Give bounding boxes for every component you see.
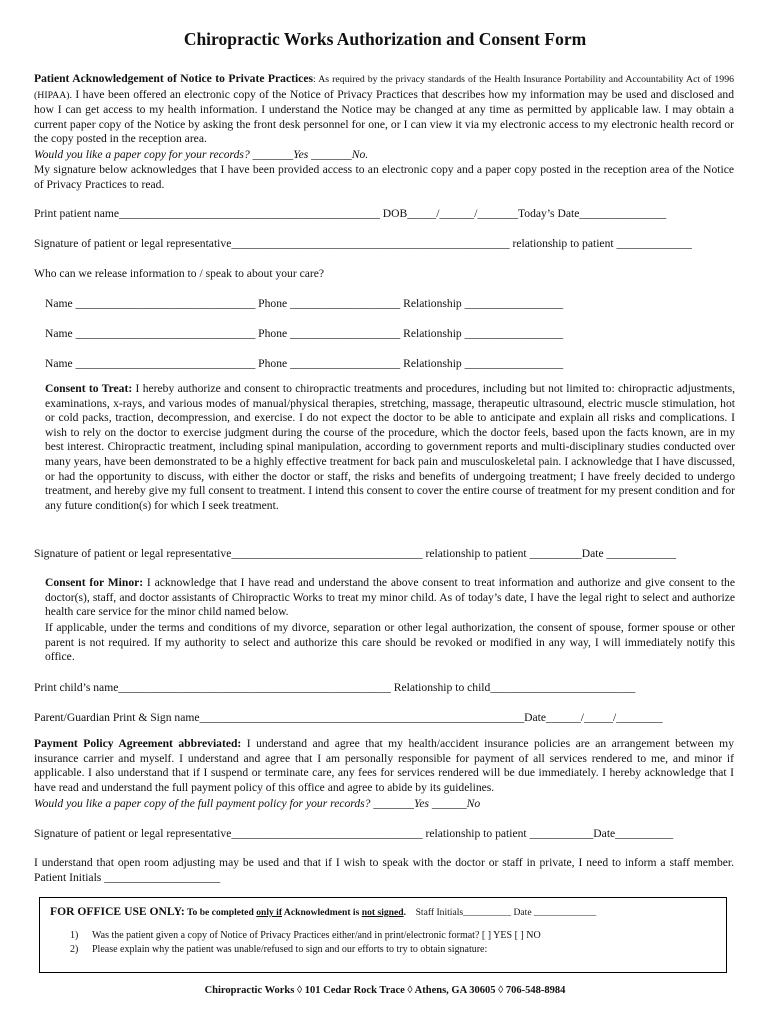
payment-policy-body: I understand and agree that my health/accident insurance policies are an arrangement between my insurance carrier and myself. I understand and agree that I am personally responsible for payment of all services rendered to me, and minor if applicable. I also understand that if I suspend or terminate care, any fees for services rendered will be due immediately. I hereby acknowledge that I have read and understand the full payment policy of this office and agree to abide by its guidelines. [34, 737, 734, 794]
consent-to-treat-heading: Consent to Treat: [45, 382, 133, 395]
print-child-name-line[interactable]: Print child’s name_______________________________________________ Relationship to child_________________________ [34, 681, 636, 694]
signature-notice-line[interactable]: Signature of patient or legal representative________________________________________________ relationship to patient _____________ [34, 237, 692, 250]
consent-minor-heading: Consent for Minor: [45, 576, 144, 589]
office-item[interactable]: 1) Was the patient given a copy of Notice of Privacy Practices either/and in print/electronic format? [ ] YES [ ] NO [70, 930, 541, 941]
open-room-text[interactable]: I understand that open room adjusting may be used and that if I wish to speak with the doctor or staff in private, I need to inform a staff member. Patient Initials ____________________ [34, 856, 734, 884]
office-items-list [70, 929, 541, 956]
consent-to-treat-body: I hereby authorize and consent to chiropractic treatments and procedures, including but not limited to: chiropractic adjustments, examinations, x-rays, and various modes of manual/physical therapies, stretching, massage, therapeutic ultrasound, electric muscle stimulation, hot or cold packs, traction, decompression, and exercise. I do not expect the doctor to be able to anticipate and explain all risks and complications. I wish to rely on the doctor to exercise judgment during the course of the procedure, which the doctor feels, based upon the facts known, are in my best interest. Chiropractic treatment, including spinal manipulation, according to government reports and multi-disciplinary studies conducted over many years, have been demonstrated to be a highly effective treatment for back pain and musculoskeletal pain. I acknowledge that I have discussed, or had the opportunity to discuss, with either the doctor or staff, the risks and benefits of undergoing treatment; I have freely decided to undergo treatment, and hereby give my full consent to treatment. I intend this consent to cover the entire course of treatment for my present condition and for any future condition(s) for which I seek treatment. [45, 382, 735, 512]
payment-policy-section [34, 737, 734, 795]
guardian-sign-line[interactable]: Parent/Guardian Print & Sign name________________________________________________________Date______/_____/________ [34, 711, 663, 724]
payment-copy-question[interactable]: Would you like a paper copy of the full payment policy for your records? _______Yes ______No [34, 797, 481, 810]
office-use-box [39, 897, 727, 973]
office-use-header: FOR OFFICE USE ONLY: To be completed only if Acknowledment is not signed. Staff Initials__________ Date _____________ [50, 905, 597, 918]
paper-copy-question[interactable]: Would you like a paper copy for your records? _______Yes _______No. [34, 148, 369, 161]
consent-minor-section [45, 576, 735, 620]
privacy-notice-body: I have been offered an electronic copy of the Notice of Privacy Practices that describes how my information may be used and disclosed and how I can get access to my health information. I understand the Notice may be changed at any time as permitted by applicable law. I may obtain a current paper copy of the Notice by asking the front desk personnel for one, or I can view it via my electronic access to my electronic health record or the copy posted in the reception area. [34, 87, 734, 146]
contact-row-1[interactable]: Name _______________________________ Phone ___________________ Relationship _________________ [45, 297, 564, 310]
contact-row-2[interactable]: Name _______________________________ Phone ___________________ Relationship _________________ [45, 327, 564, 340]
office-item[interactable]: 2) Please explain why the patient was unable/refused to sign and our efforts to try to obtain signature: [70, 943, 488, 955]
privacy-notice-intro: : As required by the privacy standards of the Health Insurance Portability and Accountability Act of 1996 (HIPAA). [34, 74, 734, 101]
print-patient-name-line[interactable]: Print patient name_____________________________________________ DOB_____/______/_______Today’s Date_______________ [34, 207, 667, 220]
office-staff-initials[interactable]: Staff Initials__________ Date _____________ [406, 907, 597, 918]
consent-to-treat-section [45, 382, 735, 513]
signature-payment-line[interactable]: Signature of patient or legal representative_________________________________ relationship to patient ___________Date__________ [34, 827, 674, 840]
consent-minor-body-2: If applicable, under the terms and conditions of my divorce, separation or other legal authorization, the consent of spouse, former spouse or other parent is not required. If my authority to select and authorize this care should be revoked or modified in any way, I will immediately notify this office. [45, 621, 735, 664]
privacy-notice-heading: Patient Acknowledgement of Notice to Private Practices [34, 72, 313, 85]
signature-treat-line[interactable]: Signature of patient or legal representative_________________________________ relationship to patient _________Date ____________ [34, 547, 677, 560]
privacy-notice-section [34, 72, 734, 147]
privacy-acknowledge-text: My signature below acknowledges that I have been provided access to an electronic copy and a paper copy posted in the reception area of the Notice of Privacy Practices to read. [34, 163, 734, 191]
office-only-if: only if [256, 907, 283, 918]
form-title: Chiropractic Works Authorization and Consent Form [183, 29, 587, 49]
consent-minor-body: I acknowledge that I have read and understand the above consent to treat information and authorize and give consent to the doctor(s), staff, and doctor assistants of Chiropractic Works to treat my minor child. As of today’s date, I have the legal right to select and authorize health care service for the minor child named below. [45, 576, 736, 619]
office-use-label: FOR OFFICE USE ONLY: [50, 905, 185, 918]
release-question: Who can we release information to / speak to about your care? [34, 267, 325, 280]
contact-row-3[interactable]: Name _______________________________ Phone ___________________ Relationship _________________ [45, 357, 564, 370]
office-not-signed: not signed [361, 907, 404, 918]
payment-policy-heading: Payment Policy Agreement abbreviated: [34, 737, 242, 750]
footer-address: Chiropractic Works ◊ 101 Cedar Rock Trace ◊ Athens, GA 30605 ◊ 706-548-8984 [204, 985, 566, 996]
